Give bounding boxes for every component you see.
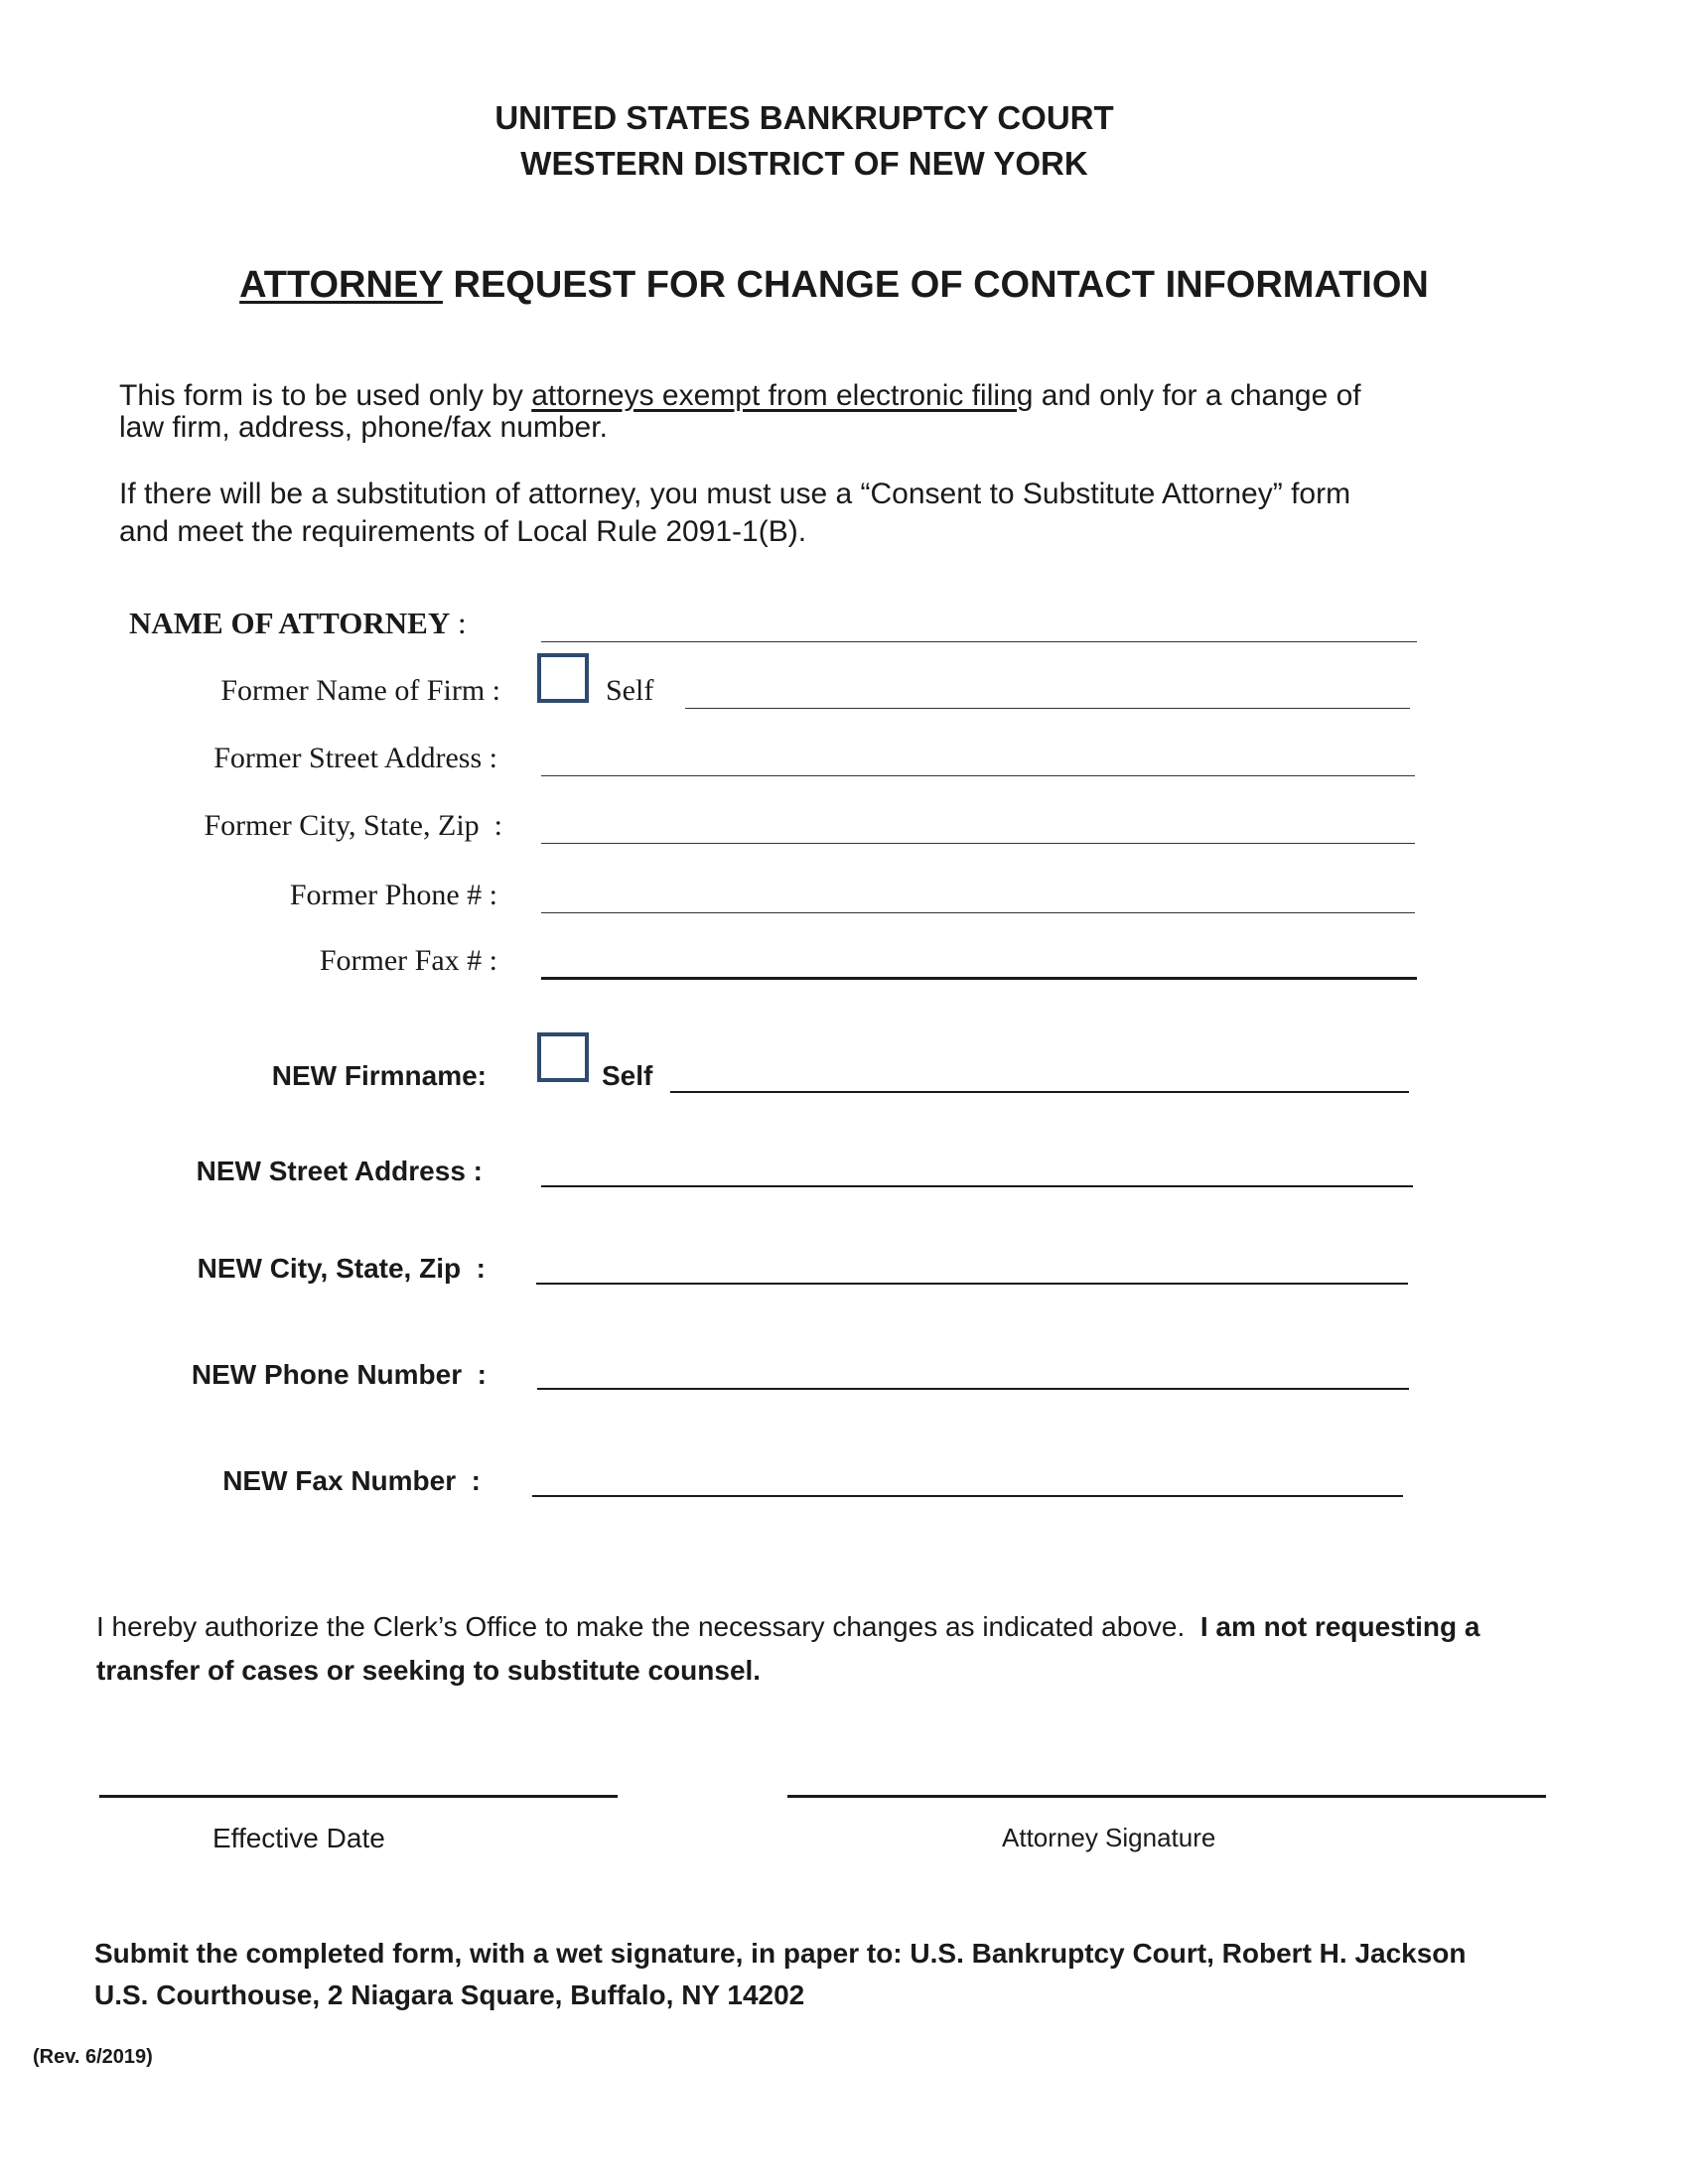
attorney-signature-input[interactable]: [787, 1795, 1546, 1798]
new-fax-input[interactable]: [532, 1495, 1403, 1497]
submit-line-2: U.S. Courthouse, 2 Niagara Square, Buffalo, NY 14202: [94, 1979, 805, 2010]
submit-instructions: [94, 1933, 1643, 2016]
attorney-signature-label: Attorney Signature: [1002, 1823, 1216, 1852]
revision-note: (Rev. 6/2019): [33, 2046, 153, 2068]
former-phone-label: Former Phone # :: [289, 879, 497, 911]
new-street-label: NEW Street Address :: [196, 1156, 483, 1186]
new-firm-label: NEW Firmname:: [271, 1060, 487, 1091]
authorization-plain: I hereby authorize the Clerk’s Office to make the necessary changes as indicated above.: [96, 1611, 1200, 1642]
name-of-attorney-text: NAME OF ATTORNEY: [129, 606, 451, 640]
intro-paragraph-2: [119, 476, 1589, 551]
new-self-label: Self: [602, 1060, 653, 1091]
effective-date-label: Effective Date: [212, 1823, 385, 1853]
court-header: [0, 95, 1609, 187]
page-title: [0, 260, 1668, 310]
former-fax-input[interactable]: [541, 977, 1417, 980]
former-street-label: Former Street Address :: [213, 742, 497, 774]
intro-line2: law firm, address, phone/fax number.: [119, 411, 608, 444]
exempt-attorneys-link: attorneys exempt from electronic filing: [531, 379, 1034, 412]
title-rest: REQUEST FOR CHANGE OF CONTACT INFORMATION: [442, 264, 1429, 306]
former-street-input[interactable]: [541, 775, 1415, 776]
local-rule-note: and meet the requirements of Local Rule 2091-1(B).: [119, 515, 807, 548]
district-name: WESTERN DISTRICT OF NEW YORK: [520, 145, 1088, 182]
new-street-input[interactable]: [541, 1185, 1413, 1187]
intro-text-cont: and only for a change of: [1033, 379, 1361, 412]
intro-text: This form is to be used only by: [119, 379, 532, 412]
attorney-name-input[interactable]: [541, 641, 1417, 642]
submit-line-1: Submit the completed form, with a wet signature, in paper to: U.S. Bankruptcy Court, Robert H. Jackson: [94, 1938, 1467, 1969]
effective-date-input[interactable]: [99, 1795, 618, 1798]
new-firm-input[interactable]: [670, 1091, 1409, 1093]
new-firm-self-checkbox[interactable]: [537, 1032, 589, 1082]
former-firm-label: Former Name of Firm :: [220, 674, 500, 707]
name-of-attorney-label: [129, 606, 467, 641]
authorization-statement: [96, 1605, 1606, 1693]
court-name: UNITED STATES BANKRUPTCY COURT: [494, 99, 1114, 136]
title-underlined: ATTORNEY: [239, 264, 443, 306]
new-phone-input[interactable]: [537, 1388, 1409, 1390]
intro-paragraph-1: [119, 380, 1549, 444]
new-city-label: NEW City, State, Zip :: [197, 1253, 486, 1284]
new-fax-label: NEW Fax Number :: [222, 1465, 481, 1496]
former-city-label: Former City, State, Zip :: [204, 809, 502, 842]
former-phone-input[interactable]: [541, 912, 1415, 913]
authorization-bold-2: transfer of cases or seeking to substitute counsel.: [96, 1655, 762, 1686]
authorization-bold-1: I am not requesting a: [1199, 1611, 1480, 1642]
former-firm-self-checkbox[interactable]: [537, 653, 589, 703]
name-colon: :: [450, 606, 467, 640]
former-city-input[interactable]: [541, 843, 1415, 844]
new-city-input[interactable]: [536, 1283, 1408, 1285]
former-firm-input[interactable]: [685, 708, 1410, 709]
new-phone-label: NEW Phone Number :: [191, 1359, 487, 1390]
former-self-label: Self: [606, 674, 654, 707]
former-fax-label: Former Fax # :: [319, 944, 497, 977]
substitution-note: If there will be a substitution of attorney, you must use a “Consent to Substitute Attorney” form: [119, 478, 1351, 510]
